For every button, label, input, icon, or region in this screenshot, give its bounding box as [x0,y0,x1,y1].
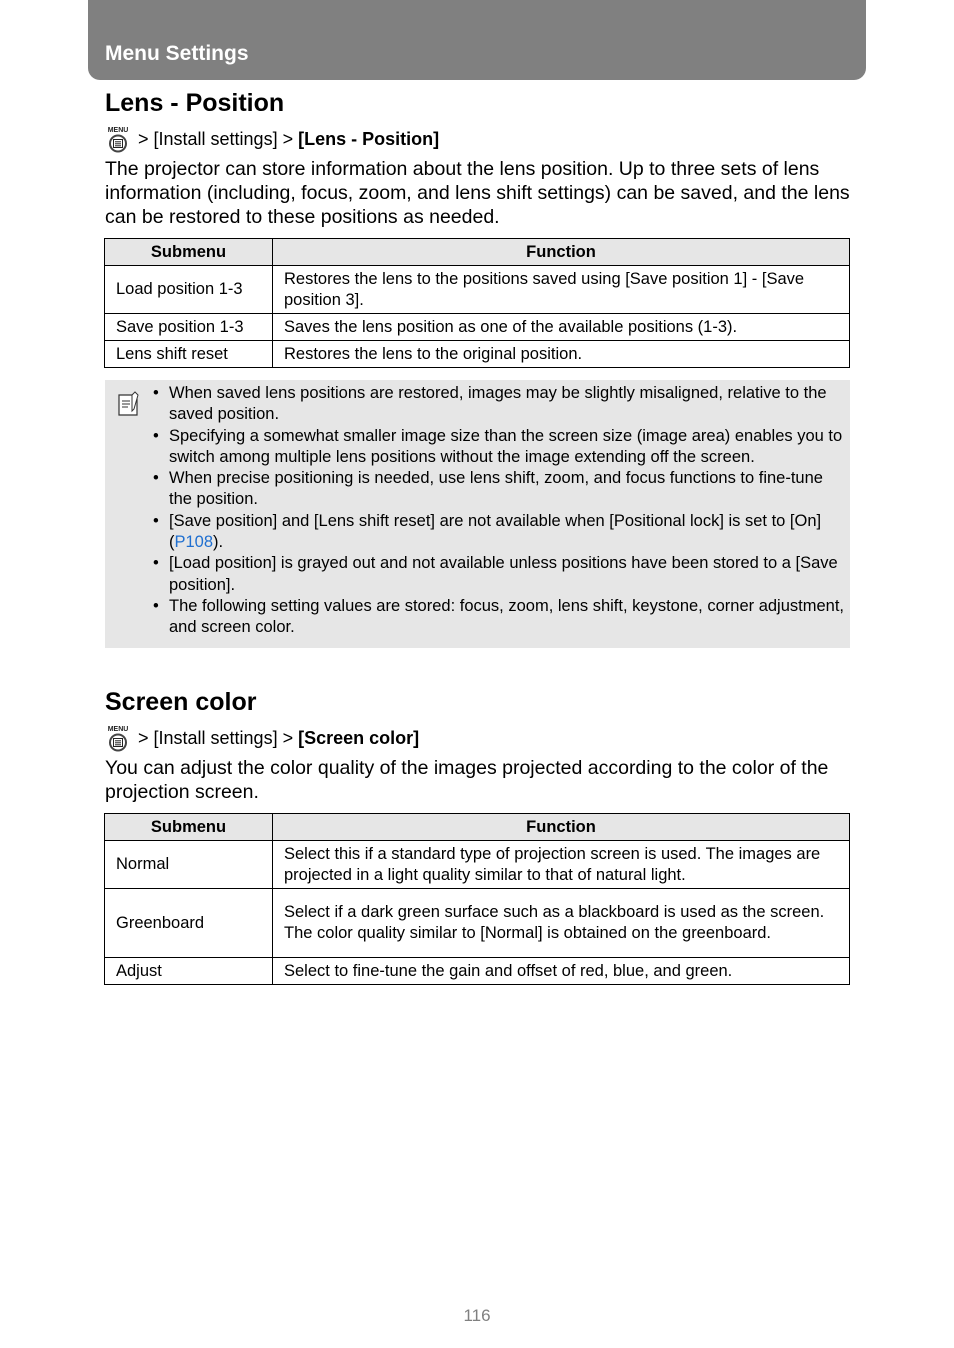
table-row [105,958,850,985]
note-item: • When precise positioning is needed, use lens shift, zoom, and focus functions to fine-tune the position. [169,468,845,511]
table-row [105,889,850,958]
menu-path-prefix: > [Install settings] > [138,727,294,748]
page-reference-link[interactable]: P108 [174,533,214,552]
memo-note-icon [117,391,139,417]
submenu-cell: Lens shift reset [105,341,273,368]
function-cell: Select if a dark green surface such as a blackboard is used as the screen. The color quality similar to [Normal] is obtained on the greenboard. [273,889,850,958]
submenu-cell: Greenboard [105,889,273,958]
table-row [105,266,850,314]
table-row [105,314,850,341]
menu-path-current: [Lens - Position] [298,128,440,149]
header-title: Menu Settings [105,42,249,65]
submenu-cell: Save position 1-3 [105,314,273,341]
note-text: ). [213,533,224,552]
menu-button-icon [105,724,131,752]
menu-path-prefix: > [Install settings] > [138,128,294,149]
table-row [105,841,850,889]
table-row [105,341,850,368]
column-header-submenu: Submenu [105,814,273,841]
screen-color-intro: You can adjust the color quality of the images projected according to the color of the projection screen. [105,757,829,803]
function-cell: Restores the lens to the original position. [273,341,850,368]
svg-text:MENU: MENU [107,127,129,134]
lens-position-menu-path [105,125,439,153]
table-header-row [105,814,850,841]
menu-path-current: [Screen color] [298,727,420,748]
note-item: • When saved lens positions are restored, images may be slightly misaligned, relative to the saved position. [169,383,845,426]
lens-position-intro: The projector can store information about the lens position. Up to three sets of lens information (including, focus, zoom, and lens shift settings) can be saved, and the lens can be restored to these positions as needed. [105,158,850,228]
submenu-cell: Normal [105,841,273,889]
note-item: • Specifying a somewhat smaller image size than the screen size (image area) enables you to switch among multiple lens positions without the image extending off the screen. [169,426,845,469]
function-cell: Select to fine-tune the gain and offset of red, blue, and green. [273,958,850,985]
note-item: • [Load position] is grayed out and not available unless positions have been stored to a [Save position]. [169,553,845,596]
function-cell: Saves the lens position as one of the available positions (1-3). [273,314,850,341]
table-header-row [105,239,850,266]
menu-button-icon [105,125,131,153]
note-text: [Save position] and [Lens shift reset] are not available when [Positional lock] is set to [On] ( [169,511,822,552]
screen-color-table [104,813,850,985]
header-bar [88,0,866,80]
note-list [169,383,845,639]
lens-position-table [104,238,850,368]
svg-text:MENU: MENU [107,726,129,733]
submenu-cell: Adjust [105,958,273,985]
note-item [169,511,845,554]
note-box [105,380,850,648]
page-number: 116 [463,1306,491,1325]
screen-color-title: Screen color [105,688,257,716]
column-header-function: Function [273,814,850,841]
column-header-function: Function [273,239,850,266]
screen-color-menu-path [105,724,419,752]
column-header-submenu: Submenu [105,239,273,266]
note-item: • The following setting values are stored: focus, zoom, lens shift, keystone, corner adjustment, and screen color. [169,596,845,639]
function-cell: Select this if a standard type of projection screen is used. The images are projected in a light quality similar to that of natural light. [273,841,850,889]
submenu-cell: Load position 1-3 [105,266,273,314]
lens-position-title: Lens - Position [105,89,285,117]
function-cell: Restores the lens to the positions saved using [Save position 1] - [Save position 3]. [273,266,850,314]
